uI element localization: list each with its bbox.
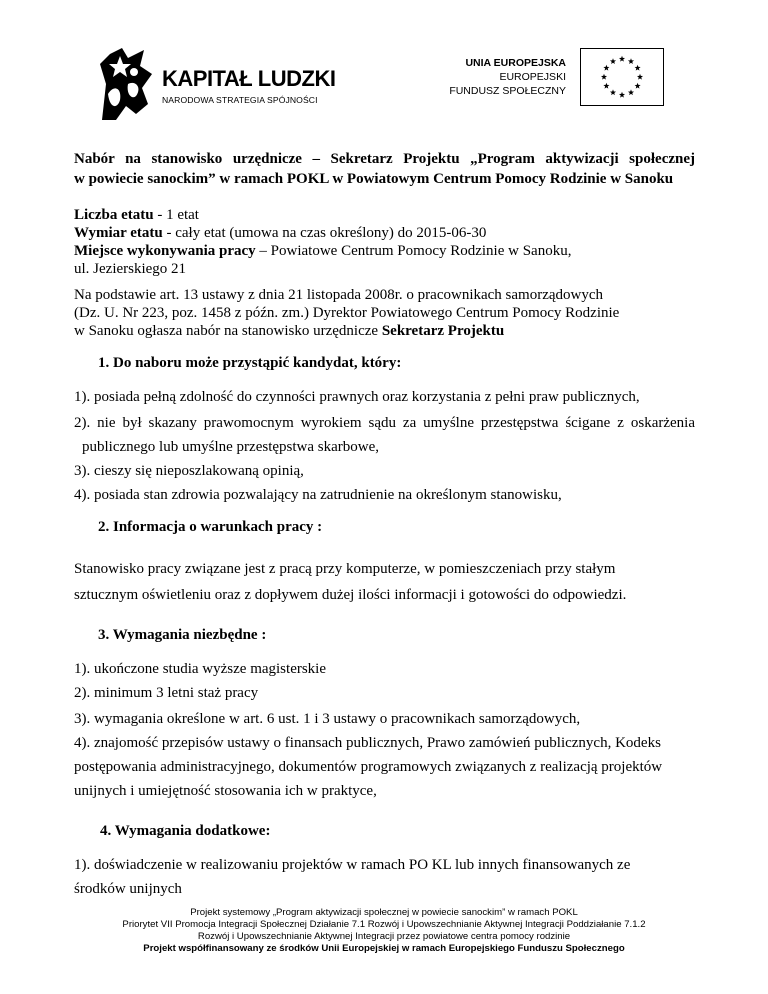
eu-star-icon [610,89,616,95]
section-3-item-4-line-3: unijnych i umiejętność stosowania ich w praktyce, [74,783,377,799]
section-3-heading: 3. Wymagania niezbędne : [98,627,267,643]
info-address: ul. Jezierskiego 21 [74,261,187,277]
info-place [74,242,571,260]
intro-line-2: (Dz. U. Nr 223, poz. 1458 z późn. zm.) Dyrektor Powiatowego Centrum Pomocy Rodzinie [74,305,620,321]
logo-title: KAPITAŁ LUDZKI [162,66,336,91]
eu-star-icon [628,89,634,95]
title-line-2: w powiecie sanockim” w ramach POKL w Powiatowym Centrum Pomocy Rodzinie w Sanoku [74,171,674,187]
section-2-line-2: sztucznym oświetleniu oraz z dopływem dużej ilości informacji i gotowości do odpowiedzi. [74,587,627,603]
section-2-heading: 2. Informacja o warunkach pracy : [98,519,323,535]
place-label: Miejsce wykonywania pracy [74,243,256,259]
section-3-item-4-line-2: postępowania administracyjnego, dokumentów programowych związanych z realizacją projektów [74,759,663,775]
section-4-item-1-line-1: 1). doświadczenie w realizowaniu projektów w ramach PO KL lub innych finansowanych ze [74,857,631,873]
section-1-item-3: 3). cieszy się nieposzlakowaną opinią, [74,463,304,479]
section-1-heading: 1. Do naboru może przystąpić kandydat, który: [98,355,402,371]
kapital-ludzki-logo [96,42,336,122]
footer-line-2: Priorytet VII Promocja Integracji Społecznej Działanie 7.1 Rozwój i Upowszechnianie Aktywnej Integracji Poddziałanie 7.1.2 [122,919,646,930]
place-value: – Powiatowe Centrum Pomocy Rodzinie w Sanoku, [255,243,572,259]
title-line-1: Nabór na stanowisko urzędnicze – Sekretarz Projektu „Program aktywizacji społecznej [74,151,695,167]
section-1-item-2-line-2: publicznego lub umyślne przestępstwa skarbowe, [82,439,380,455]
section-3-item-4-line-1: 4). znajomość przepisów ustawy o finansach publicznych, Prawo zamówień publicznych, Kodeks [74,735,661,751]
eu-star-icon [601,74,607,80]
eu-star-icon [635,65,641,71]
dimension-value: - cały etat (umowa na czas określony) do 2015-06-30 [162,225,487,241]
info-dimension [74,224,486,242]
kapital-ludzki-emblem-icon [96,44,156,120]
section-3-item-3: 3). wymagania określone w art. 6 ust. 1 i 3 ustawy o pracownikach samorządowych, [74,711,581,727]
eu-label [449,56,566,98]
intro-line-3 [74,322,504,340]
section-1-item-4: 4). posiada stan zdrowia pozwalający na zatrudnienie na określonym stanowisku, [74,487,562,503]
section-4-heading: 4. Wymagania dodatkowe: [100,823,271,839]
count-value: - 1 etat [153,207,199,223]
intro-position-name: Sekretarz Projektu [381,323,505,339]
dimension-label: Wymiar etatu [74,225,163,241]
count-label: Liczba etatu [74,207,154,223]
intro-line-3-prefix: w Sanoku ogłasza nabór na stanowisko urzędnicze [74,323,382,339]
info-count [74,206,199,224]
section-2-line-1: Stanowisko pracy związane jest z pracą przy komputerze, w pomieszczeniach przy stałym [74,561,616,577]
footer-line-1: Projekt systemowy „Program aktywizacji społecznej w powiecie sanockim” w ramach POKL [190,907,578,918]
footer-line-4: Projekt współfinansowany ze środków Unii Europejskiej w ramach Europejskiego Funduszu Społecznego [143,943,625,954]
footer-line-3: Rozwój i Upowszechnianie Aktywnej Integracji przez powiatowe centra pomocy rodzinie [197,931,571,942]
eu-star-icon [628,58,634,64]
eu-star-icon [603,83,609,89]
eu-star-icon [637,74,643,80]
intro-line-1: Na podstawie art. 13 ustawy z dnia 21 listopada 2008r. o pracownikach samorządowych [74,287,604,303]
section-4-item-1-line-2: środków unijnych [74,881,182,897]
eu-flag-icon [580,48,664,106]
eu-star-icon [610,58,616,64]
eu-star-icon [635,83,641,89]
logo-subtitle: NARODOWA STRATEGIA SPÓJNOŚCI [162,95,318,105]
section-1-item-2-line-1: 2). nie był skazany prawomocnym wyrokiem sądu za umyślne przestępstwa ścigane z oskarżenia [74,415,695,431]
eu-stars-icon [581,49,663,105]
eu-star-icon [619,92,625,98]
section-1-item-1: 1). posiada pełną zdolność do czynności prawnych oraz korzystania z pełni praw publicznych, [74,389,640,405]
eu-star-icon [603,65,609,71]
section-3-item-1: 1). ukończone studia wyższe magisterskie [74,661,327,677]
eu-line-1: UNIA EUROPEJSKA [465,57,566,69]
eu-line-3: FUNDUSZ SPOŁECZNY [449,85,566,97]
eu-line-2: EUROPEJSKI [499,71,566,83]
eu-star-icon [619,56,625,62]
section-3-item-2: 2). minimum 3 letni staż pracy [74,685,259,701]
